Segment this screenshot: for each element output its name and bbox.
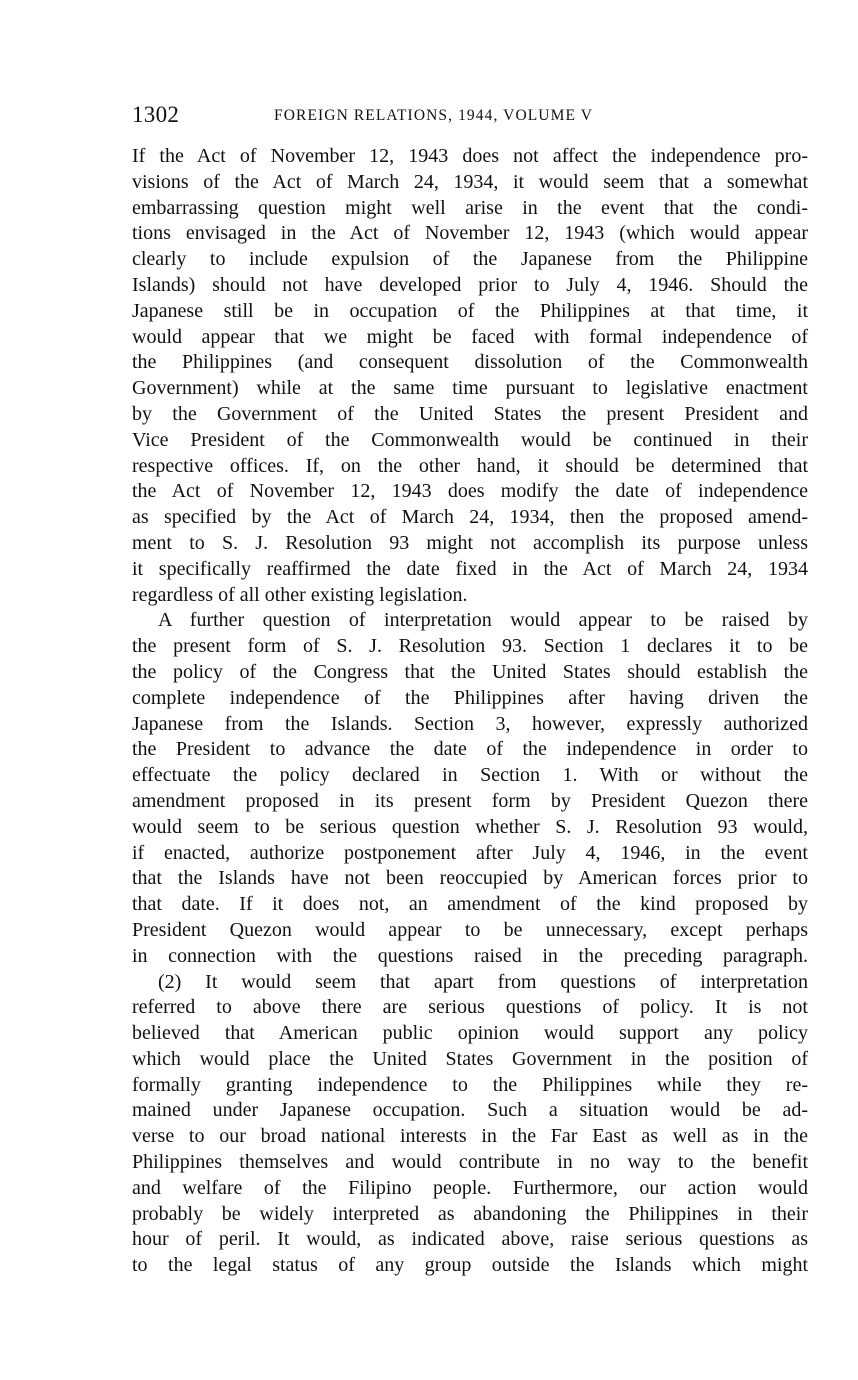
text-line: would appear that we might be faced with formal independence of (132, 325, 808, 348)
page-number: 1302 (132, 102, 180, 127)
text-line: visions of the Act of March 24, 1934, it would seem that a somewhat (132, 170, 808, 193)
text-line: A further question of interpretation would appear to be raised by (158, 609, 808, 632)
text-line: in connection with the questions raised in the preceding paragraph. (132, 944, 808, 967)
text-line: referred to above there are serious questions of policy. It is not (132, 996, 808, 1019)
text-line: if enacted, authorize postponement after July 4, 1946, in the event (132, 841, 808, 864)
text-line: which would place the United States Government in the position of (132, 1047, 808, 1070)
text-line: embarrassing question might well arise in the event that the condi- (132, 196, 808, 219)
text-line: mained under Japanese occupation. Such a situation would be ad- (132, 1099, 808, 1122)
text-line: Islands) should not have developed prior to July 4, 1946. Should the (132, 273, 808, 296)
text-line: If the Act of November 12, 1943 does not affect the independence pro- (132, 145, 808, 167)
text-line: to the legal status of any group outside the Islands which might (132, 1254, 808, 1277)
text-line: clearly to include expulsion of the Japanese from the Philippine (132, 248, 808, 271)
text-line: regardless of all other existing legislation. (132, 583, 468, 606)
text-line: respective offices. If, on the other hand, it should be determined that (132, 454, 808, 477)
text-line: formally granting independence to the Philippines while they re- (132, 1073, 808, 1096)
text-line: as specified by the Act of March 24, 1934, then the proposed amend- (132, 506, 808, 529)
text-line: the Philippines (and consequent dissolution of the Commonwealth (132, 351, 808, 374)
text-line: believed that American public opinion would support any policy (132, 1022, 808, 1045)
text-line: the President to advance the date of the independence in order to (132, 738, 808, 761)
text-line: probably be widely interpreted as abandoning the Philippines in their (132, 1202, 808, 1225)
text-line: amendment proposed in its present form by President Quezon there (132, 789, 808, 812)
text-line: complete independence of the Philippines after having driven the (132, 686, 808, 709)
text-line: Government) while at the same time pursuant to legislative enactment (132, 377, 808, 400)
text-line: Vice President of the Commonwealth would be continued in their (132, 428, 808, 451)
text-line: (2) It would seem that apart from questions of interpretation (158, 970, 808, 993)
text-line: Japanese from the Islands. Section 3, however, expressly authorized (132, 712, 808, 735)
text-line: Philippines themselves and would contribute in no way to the benefit (132, 1151, 808, 1174)
text-line: would seem to be serious question whether S. J. Resolution 93 would, (132, 815, 808, 838)
text-line: tions envisaged in the Act of November 12, 1943 (which would appear (132, 222, 808, 245)
text-line: the policy of the Congress that the United States should establish the (132, 660, 808, 683)
text-line: hour of peril. It would, as indicated above, raise serious questions as (132, 1228, 808, 1251)
text-line: President Quezon would appear to be unnecessary, except perhaps (132, 918, 808, 941)
text-line: it specifically reaffirmed the date fixed in the Act of March 24, 1934 (132, 557, 808, 580)
text-line: that the Islands have not been reoccupied by American forces prior to (132, 867, 808, 890)
text-line: and welfare of the Filipino people. Furthermore, our action would (132, 1176, 808, 1199)
body-text (132, 144, 808, 1279)
page-header (132, 100, 808, 130)
text-line: by the Government of the United States the present President and (132, 402, 808, 425)
text-line: the present form of S. J. Resolution 93. Section 1 declares it to be (132, 635, 808, 658)
text-line: that date. If it does not, an amendment of the kind proposed by (132, 893, 808, 916)
text-line: ment to S. J. Resolution 93 might not accomplish its purpose unless (132, 531, 808, 554)
text-line: effectuate the policy declared in Section 1. With or without the (132, 764, 808, 787)
text-line: the Act of November 12, 1943 does modify the date of independence (132, 480, 808, 503)
text-line: Japanese still be in occupation of the Philippines at that time, it (132, 299, 808, 322)
text-line: verse to our broad national interests in the Far East as well as in the (132, 1125, 808, 1148)
running-head: FOREIGN RELATIONS, 1944, VOLUME V (274, 107, 594, 124)
